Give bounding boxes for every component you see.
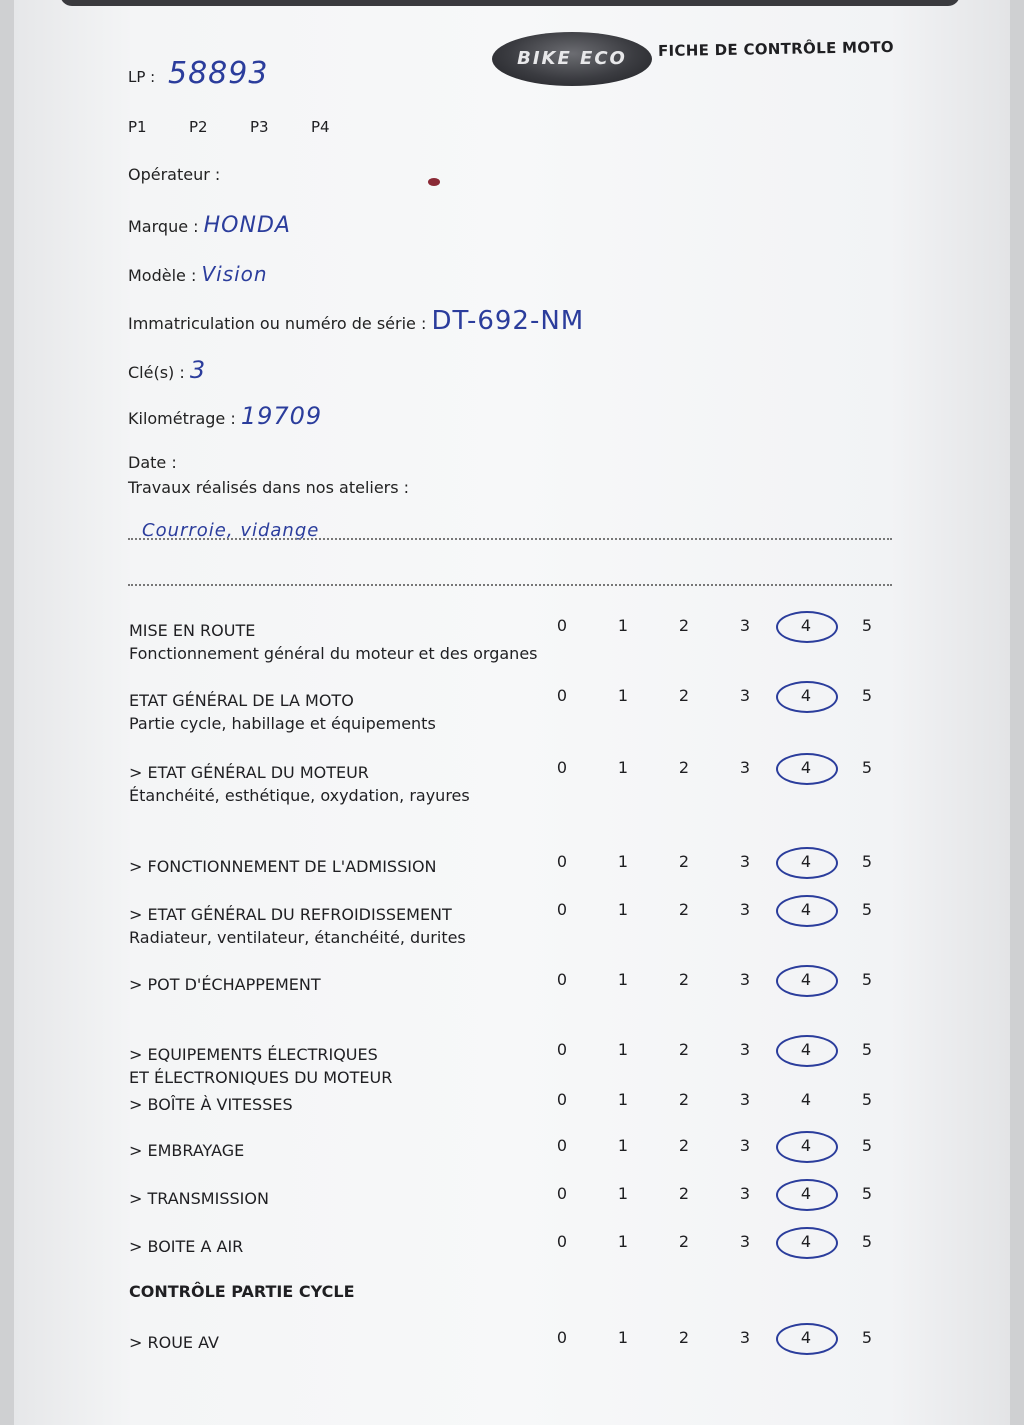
rating-score-0[interactable]: 0: [556, 686, 568, 705]
position-p1[interactable]: P1: [128, 118, 147, 136]
rating-score-5[interactable]: 5: [861, 1184, 873, 1203]
rating-score-3[interactable]: 3: [739, 852, 751, 871]
marque-field: [128, 213, 291, 238]
rating-score-3[interactable]: 3: [739, 1232, 751, 1251]
rating-score-5[interactable]: 5: [861, 1328, 873, 1347]
bike-eco-logo: [492, 32, 652, 86]
travaux-label: Travaux réalisés dans nos ateliers :: [128, 478, 410, 497]
rating-subtitle: Partie cycle, habillage et équipements: [129, 714, 436, 733]
rating-score-5[interactable]: 5: [861, 686, 873, 705]
rating-score-4[interactable]: 4: [794, 1040, 818, 1059]
lp-label: LP :: [128, 68, 156, 86]
rating-score-2[interactable]: 2: [678, 1232, 690, 1251]
rating-title: > ETAT GÉNÉRAL DU REFROIDISSEMENT: [129, 905, 452, 924]
rating-score-4[interactable]: 4: [794, 900, 818, 919]
date-field: [128, 453, 177, 472]
rating-title: > FONCTIONNEMENT DE L'ADMISSION: [129, 857, 437, 876]
rating-score-2[interactable]: 2: [678, 686, 690, 705]
rating-score-5[interactable]: 5: [861, 1136, 873, 1155]
marque-label: Marque :: [128, 217, 199, 236]
rating-score-5[interactable]: 5: [861, 1090, 873, 1109]
rating-score-1[interactable]: 1: [617, 1232, 629, 1251]
rating-score-0[interactable]: 0: [556, 1328, 568, 1347]
rating-score-3[interactable]: 3: [739, 970, 751, 989]
rating-score-3[interactable]: 3: [739, 758, 751, 777]
rating-score-5[interactable]: 5: [861, 900, 873, 919]
rating-score-2[interactable]: 2: [678, 616, 690, 635]
travaux-value[interactable]: Courroie, vidange: [142, 520, 320, 541]
rating-score-3[interactable]: 3: [739, 686, 751, 705]
rating-title: ETAT GÉNÉRAL DE LA MOTO: [129, 691, 354, 710]
cles-label: Clé(s) :: [128, 363, 185, 382]
rating-score-0[interactable]: 0: [556, 1232, 568, 1251]
rating-score-3[interactable]: 3: [739, 1040, 751, 1059]
rating-score-4[interactable]: 4: [794, 616, 818, 635]
date-label: Date :: [128, 453, 177, 472]
rating-score-2[interactable]: 2: [678, 1136, 690, 1155]
rating-score-5[interactable]: 5: [861, 852, 873, 871]
immatriculation-label: Immatriculation ou numéro de série :: [128, 314, 427, 333]
rating-title: > ETAT GÉNÉRAL DU MOTEUR: [129, 763, 369, 782]
rating-score-4[interactable]: 4: [794, 1184, 818, 1203]
rating-score-2[interactable]: 2: [678, 970, 690, 989]
rating-title: > ROUE AV: [129, 1333, 219, 1352]
rating-score-4[interactable]: 4: [800, 1090, 812, 1109]
rating-title: MISE EN ROUTE: [129, 621, 256, 640]
rating-score-0[interactable]: 0: [556, 758, 568, 777]
rating-score-4[interactable]: 4: [794, 970, 818, 989]
rating-score-1[interactable]: 1: [617, 1136, 629, 1155]
cles-value[interactable]: 3: [189, 356, 207, 384]
rating-subtitle: Fonctionnement général du moteur et des organes: [129, 644, 538, 663]
rating-title: > TRANSMISSION: [129, 1189, 269, 1208]
rating-score-4[interactable]: 4: [794, 758, 818, 777]
rating-score-1[interactable]: 1: [617, 1328, 629, 1347]
rating-score-4[interactable]: 4: [794, 1232, 818, 1251]
kilometrage-field: [128, 402, 322, 430]
rating-score-0[interactable]: 0: [556, 1136, 568, 1155]
rating-score-3[interactable]: 3: [739, 900, 751, 919]
rating-score-5[interactable]: 5: [861, 1232, 873, 1251]
rating-score-0[interactable]: 0: [556, 970, 568, 989]
kilometrage-label: Kilométrage :: [128, 409, 236, 428]
rating-score-1[interactable]: 1: [617, 900, 629, 919]
rating-title: > BOÎTE À VITESSES: [129, 1095, 293, 1114]
rating-title: > EMBRAYAGE: [129, 1141, 245, 1160]
rating-score-1[interactable]: 1: [617, 1090, 629, 1109]
lp-value[interactable]: 58893: [168, 56, 269, 91]
rating-title: > POT D'ÉCHAPPEMENT: [129, 975, 321, 994]
rating-score-1[interactable]: 1: [617, 1184, 629, 1203]
logo-text: BIKE ECO: [517, 48, 627, 69]
immatriculation-value[interactable]: DT-692-NM: [431, 306, 585, 336]
operateur-label: Opérateur :: [128, 165, 221, 184]
kilometrage-value[interactable]: 19709: [240, 402, 323, 430]
rating-subtitle: Radiateur, ventilateur, étanchéité, durites: [129, 928, 466, 947]
rating-score-0[interactable]: 0: [556, 616, 568, 635]
rating-score-5[interactable]: 5: [861, 970, 873, 989]
rating-score-3[interactable]: 3: [739, 1328, 751, 1347]
rating-score-1[interactable]: 1: [617, 970, 629, 989]
position-p3[interactable]: P3: [250, 118, 269, 136]
rating-title: > EQUIPEMENTS ÉLECTRIQUES: [129, 1045, 378, 1064]
rating-score-1[interactable]: 1: [617, 616, 629, 635]
sheet-top-shadow: [60, 0, 960, 6]
modele-field: [128, 262, 268, 286]
rating-score-0[interactable]: 0: [556, 1040, 568, 1059]
travaux-line-2: [128, 584, 892, 586]
modele-label: Modèle :: [128, 266, 197, 285]
operateur-field: [128, 165, 220, 184]
rating-score-4[interactable]: 4: [794, 686, 818, 705]
rating-score-3[interactable]: 3: [739, 1090, 751, 1109]
rating-score-2[interactable]: 2: [678, 1184, 690, 1203]
rating-score-2[interactable]: 2: [678, 900, 690, 919]
rating-score-0[interactable]: 0: [556, 852, 568, 871]
rating-score-0[interactable]: 0: [556, 1184, 568, 1203]
rating-score-1[interactable]: 1: [617, 1040, 629, 1059]
rating-score-2[interactable]: 2: [678, 1040, 690, 1059]
rating-score-1[interactable]: 1: [617, 686, 629, 705]
position-p2[interactable]: P2: [189, 118, 208, 136]
marque-value[interactable]: HONDA: [203, 213, 291, 238]
immatriculation-field: [128, 306, 584, 336]
rating-score-5[interactable]: 5: [861, 758, 873, 777]
rating-score-3[interactable]: 3: [739, 1136, 751, 1155]
rating-score-5[interactable]: 5: [861, 616, 873, 635]
rating-score-4[interactable]: 4: [794, 852, 818, 871]
rating-subtitle: Étanchéité, esthétique, oxydation, rayures: [129, 786, 470, 805]
position-p4[interactable]: P4: [311, 118, 330, 136]
rating-score-2[interactable]: 2: [678, 1328, 690, 1347]
sheet-title: FICHE DE CONTRÔLE MOTO: [657, 37, 895, 61]
rating-score-4[interactable]: 4: [794, 1328, 818, 1347]
rating-score-0[interactable]: 0: [556, 900, 568, 919]
modele-value[interactable]: Vision: [201, 262, 268, 286]
section-title-partie-cycle: CONTRÔLE PARTIE CYCLE: [129, 1282, 355, 1301]
rating-score-3[interactable]: 3: [739, 1184, 751, 1203]
cles-field: [128, 356, 206, 384]
rating-subtitle: ET ÉLECTRONIQUES DU MOTEUR: [129, 1068, 393, 1087]
rating-title: > BOITE A AIR: [129, 1237, 244, 1256]
rating-score-5[interactable]: 5: [861, 1040, 873, 1059]
travaux-line-1: [128, 538, 892, 540]
rating-score-2[interactable]: 2: [678, 758, 690, 777]
rating-score-0[interactable]: 0: [556, 1090, 568, 1109]
rating-score-2[interactable]: 2: [678, 852, 690, 871]
ink-spot: [428, 178, 440, 186]
rating-score-2[interactable]: 2: [678, 1090, 690, 1109]
rating-score-4[interactable]: 4: [794, 1136, 818, 1155]
rating-score-1[interactable]: 1: [617, 852, 629, 871]
rating-score-1[interactable]: 1: [617, 758, 629, 777]
rating-score-3[interactable]: 3: [739, 616, 751, 635]
